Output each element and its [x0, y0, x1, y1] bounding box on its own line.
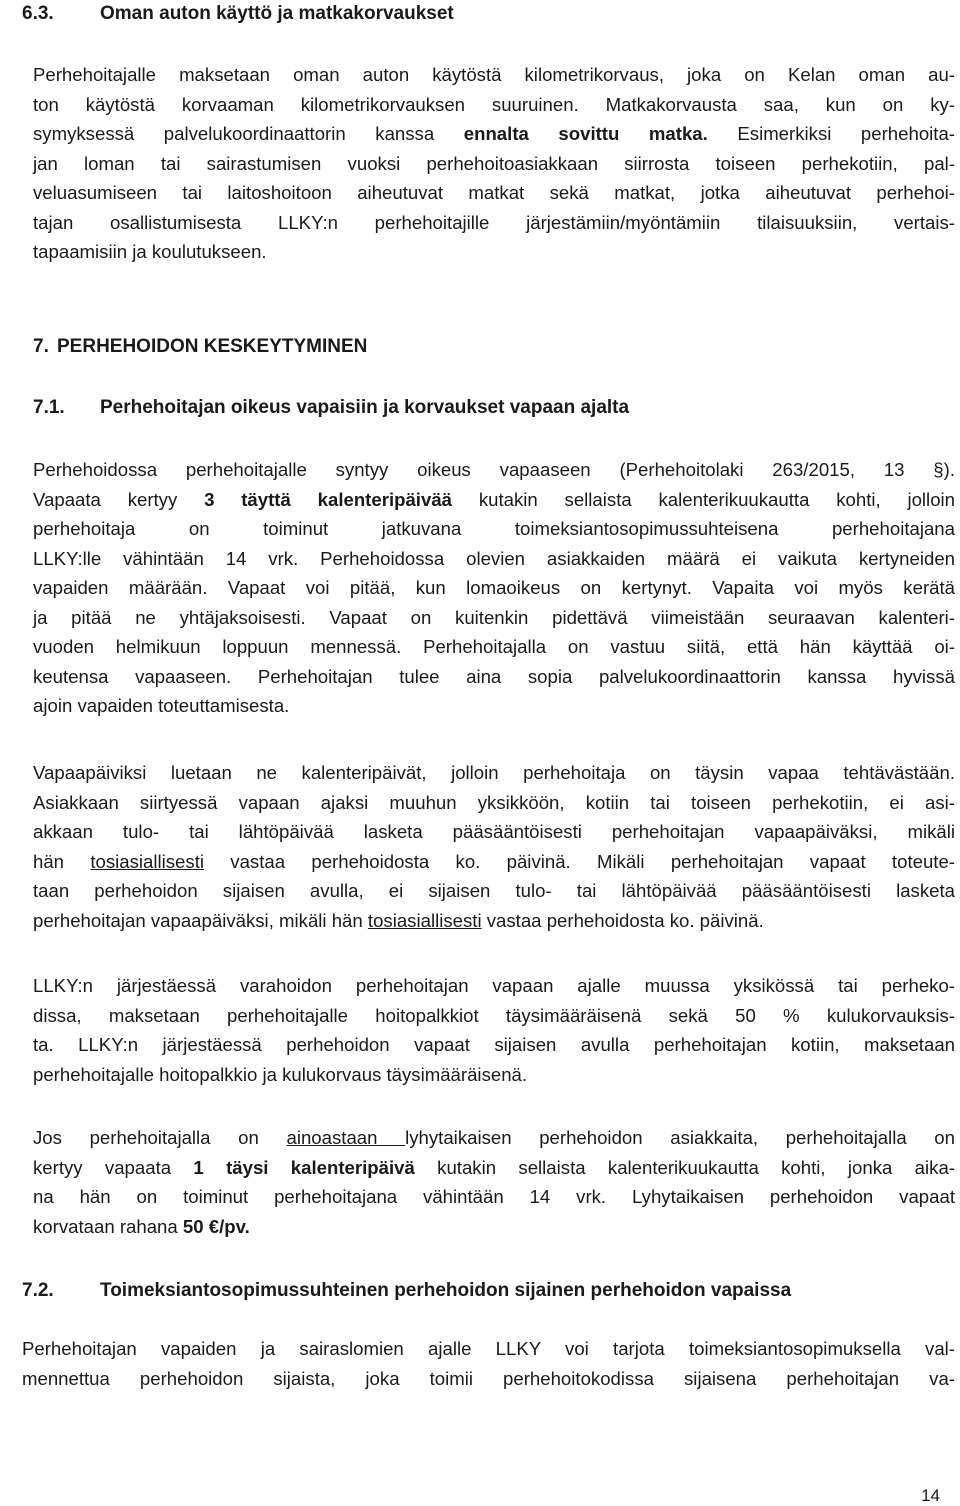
section-heading-7 — [33, 333, 367, 361]
bold-text: 1 täysi kalenteripäivä — [193, 1156, 415, 1178]
text-line: perhehoitajalle hoitopalkkio ja kulukorvaus täysimääräisenä. — [33, 1063, 528, 1085]
text-run: hän — [33, 850, 91, 872]
section-number: 7.2. — [22, 1280, 54, 1301]
text-line: Perhehoitajan vapaiden ja sairaslomien ajalle LLKY voi tarjota toimeksiantosopimuksella val- — [22, 1338, 955, 1359]
text-line: na hän on toiminut perhehoitajana vähintään 14 vrk. Lyhytaikaisen perhehoidon vapaat — [33, 1186, 955, 1207]
section-7-1-paragraph-2 — [33, 758, 955, 935]
text-line — [33, 1123, 955, 1153]
text-line — [33, 485, 955, 515]
text-line — [33, 906, 955, 936]
text-run: Esimerkiksi perhehoita- — [707, 123, 955, 144]
text-line: mennettua perhehoidon sijaista, joka toimii perhehoitokodissa sijaisena perhehoitajan va- — [22, 1367, 955, 1389]
bold-text: 50 €/pv. — [182, 1215, 250, 1237]
text-line: akkaan tulo- tai lähtöpäivää lasketa pääsääntöisesti perhehoitajan vapaapäiväksi, mikäli — [33, 821, 955, 842]
text-line — [33, 847, 955, 877]
text-line: veluasumiseen tai laitoshoitoon aiheutuvat matkat sekä matkat, jotka aiheutuvat perhehoi- — [33, 182, 955, 203]
text-run: kutakin sellaista kalenterikuukautta kohti, jolloin — [452, 488, 956, 510]
text-line: keutensa vapaaseen. Perhehoitajan tulee aina sopia palvelukoordinaattorin kanssa hyvissä — [33, 665, 955, 687]
text-line: taan perhehoidon sijaisen avulla, ei sijaisen tulo- tai lähtöpäivää pääsääntöisesti lasketa — [33, 880, 955, 901]
text-run: Vapaata kertyy — [33, 488, 205, 510]
section-title: Oman auton käyttö ja matkakorvaukset — [100, 3, 454, 24]
text-run: vastaa perhehoidosta ko. päivinä. Mikäli perhehoitajan vapaat toteute- — [204, 850, 955, 872]
text-line — [33, 1153, 955, 1183]
section-title: Perhehoitajan oikeus vapaisiin ja korvaukset vapaan ajalta — [100, 397, 630, 418]
text-line — [33, 119, 955, 149]
text-line: ajoin vapaiden toteuttamisesta. — [33, 695, 290, 716]
text-line: Perhehoidossa perhehoitajalle syntyy oikeus vapaaseen (Perhehoitolaki 263/2015, 13 §). — [33, 459, 955, 480]
text-run: lyhytaikaisen perhehoidon asiakkaita, perhehoitajalla on — [405, 1127, 955, 1148]
bold-text: 3 täyttä kalenteripäivää — [204, 488, 453, 510]
text-run: symyksessä palvelukoordinaattorin kanssa — [33, 123, 464, 144]
text-run: perhehoitajan vapaapäiväksi, mikäli hän — [33, 909, 368, 931]
text-run: korvataan rahana — [33, 1215, 183, 1237]
underlined-text: ainoastaan — [286, 1127, 406, 1148]
section-7-1-paragraph-1 — [33, 455, 955, 721]
text-run: vastaa perhehoidosta ko. päivinä. — [481, 909, 764, 931]
section-heading-7-1 — [33, 394, 629, 422]
text-line: ton käytöstä korvaaman kilometrikorvauksen suuruinen. Matkakorvausta saa, kun on ky- — [33, 93, 955, 115]
text-line: Asiakkaan siirtyessä vapaan ajaksi muuhun yksikköön, kotiin tai toiseen perhekotiin, ei asi- — [33, 791, 955, 813]
text-line: ta. LLKY:n järjestäessä perhehoidon vapaat sijaisen avulla perhehoitajan kotiin, maksetaan — [33, 1034, 955, 1055]
section-number: 6.3. — [22, 3, 54, 24]
page-number: 14 — [921, 1486, 940, 1505]
section-number: 7.1. — [33, 397, 65, 418]
section-title: PERHEHOIDON KESKEYTYMINEN — [57, 336, 368, 357]
text-run: kertyy vapaata — [33, 1156, 194, 1178]
text-line: vapaiden määrään. Vapaat voi pitää, kun lomaoikeus on kertynyt. Vapaita voi myös kerätä — [33, 577, 955, 598]
underlined-text: tosiasiallisesti — [367, 909, 482, 931]
section-6-3-paragraph — [33, 60, 955, 267]
text-line: LLKY:lle vähintään 14 vrk. Perhehoidossa olevien asiakkaiden määrä ei vaikuta kertyneiden — [33, 547, 955, 569]
text-line: ja pitää ne yhtäjaksoisesti. Vapaat on kuitenkin pidettävä viimeistään seuraavan kalenteri- — [33, 606, 955, 628]
text-line: Vapaapäiviksi luetaan ne kalenteripäivät, jolloin perhehoitaja on täysin vapaa tehtävästään. — [33, 762, 955, 783]
section-number: 7. — [33, 336, 49, 357]
text-line: dissa, maksetaan perhehoitajalle hoitopalkkiot täysimääräisenä sekä 50 % kulukorvauksis- — [33, 1004, 955, 1026]
text-run: Jos perhehoitajalla on — [33, 1127, 287, 1148]
text-line — [33, 1212, 955, 1242]
text-line: vuoden helmikuun loppuun mennessä. Perhehoitajalla on vastuu siitä, että hän käyttää oi- — [33, 636, 955, 657]
text-line: perhehoitaja on toiminut jatkuvana toimeksiantosopimussuhteisena perhehoitajana — [33, 518, 955, 539]
text-line: LLKY:n järjestäessä varahoidon perhehoitajan vapaan ajalle muussa yksikössä tai perheko- — [33, 975, 955, 996]
bold-text: ennalta sovittu matka. — [463, 123, 708, 144]
text-line: jan loman tai sairastumisen vuoksi perhehoitoasiakkaan siirrosta toiseen perhekotiin, pal- — [33, 152, 955, 174]
text-line: Perhehoitajalle maksetaan oman auton käytöstä kilometrikorvaus, joka on Kelan oman au- — [33, 64, 955, 85]
section-7-2-paragraph — [22, 1334, 955, 1393]
text-line: tapaamisiin ja koulutukseen. — [33, 241, 267, 262]
underlined-text: tosiasiallisesti — [90, 850, 204, 872]
section-7-1-paragraph-4 — [33, 1123, 955, 1241]
section-7-1-paragraph-3 — [33, 971, 955, 1089]
text-line: tajan osallistumisesta LLKY:n perhehoitajille järjestämiin/myöntämiin tilaisuuksiin, vertais- — [33, 211, 955, 233]
section-heading-7-2 — [22, 1277, 791, 1305]
section-heading-6-3 — [22, 0, 454, 28]
section-title: Toimeksiantosopimussuhteinen perhehoidon sijainen perhehoidon vapaissa — [100, 1280, 792, 1301]
text-run: kutakin sellaista kalenterikuukautta kohti, jonka aika- — [414, 1156, 955, 1178]
